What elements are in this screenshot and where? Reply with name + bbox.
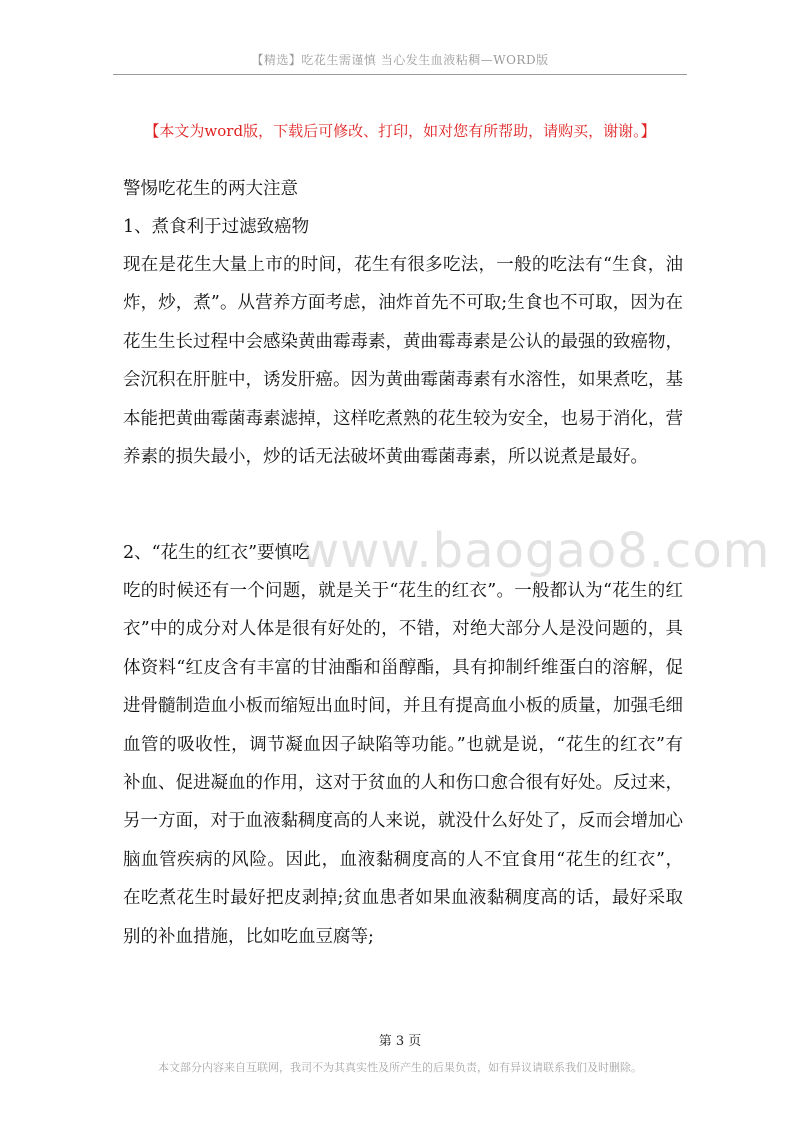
page-number: 第 3 页 (378, 1034, 422, 1049)
section-2-paragraph: 吃的时候还有一个问题，就是关于“花生的红衣”。一般都认为“花生的红衣”中的成分对人体是很有好处的，不错，对绝大部分人是没问题的，具体资料“红皮含有丰富的甘油酯和甾醇酯，具有抑制纤维蛋白的溶解，促进骨髓制造血小板而缩短出血时间，并且有提高血小板的质量，加强毛细血管的吸收性，调节凝血因子缺陷等功能。”也就是说，“花生的红衣”有补血、促进凝血的作用，这对于贫血的人和伤口愈合很有好处。反过来，另一方面，对于血液黏稠度高的人来说，就没什么好处了，反而会增加心脑血管疾病的风险。因此，血液黏稠度高的人不宜食用“花生的红衣”，在吃煮花生时最好把皮剥掉;贫血患者如果血液黏稠度高的话，最好采取别的补血措施，比如吃血豆腐等; (123, 581, 683, 947)
document-header: 【精选】吃花生需谨慎 当心发生血液粘稠—WORD版 (251, 53, 549, 67)
section-1-paragraph: 现在是花生大量上市的时间，花生有很多吃法，一般的吃法有“生食，油炸，炒，煮”。从营养方面考虑，油炸首先不可取;生食也不可取，因为在花生生长过程中会感染黄曲霉毒素，黄曲霉毒素是公认的最强的致癌物，会沉积在肝脏中，诱发肝癌。因为黄曲霉菌毒素有水溶性，如果煮吃，基本能把黄曲霉菌毒素滤掉，这样吃煮熟的花生较为安全，也易于消化，营养素的损失最小，炒的话无法破坏黄曲霉菌毒素，所以说煮是最好。 (123, 255, 683, 468)
disclaimer-footer: 本文部分内容来自互联网，我司不为其真实性及所产生的后果负责，如有异议请联系我们及时删除。 (158, 1061, 642, 1074)
download-notice: 【本文为word版，下载后可修改、打印，如对您有所帮助，请购买，谢谢。】 (144, 122, 656, 140)
section-1-heading: 1、煮食利于过滤致癌物 (123, 217, 310, 237)
section-2-heading: 2、“花生的红衣”要慎吃 (123, 543, 310, 563)
article-title: 警惕吃花生的两大注意 (123, 179, 298, 199)
watermark: www.baogao8.com (300, 523, 771, 579)
header-divider (113, 74, 687, 75)
